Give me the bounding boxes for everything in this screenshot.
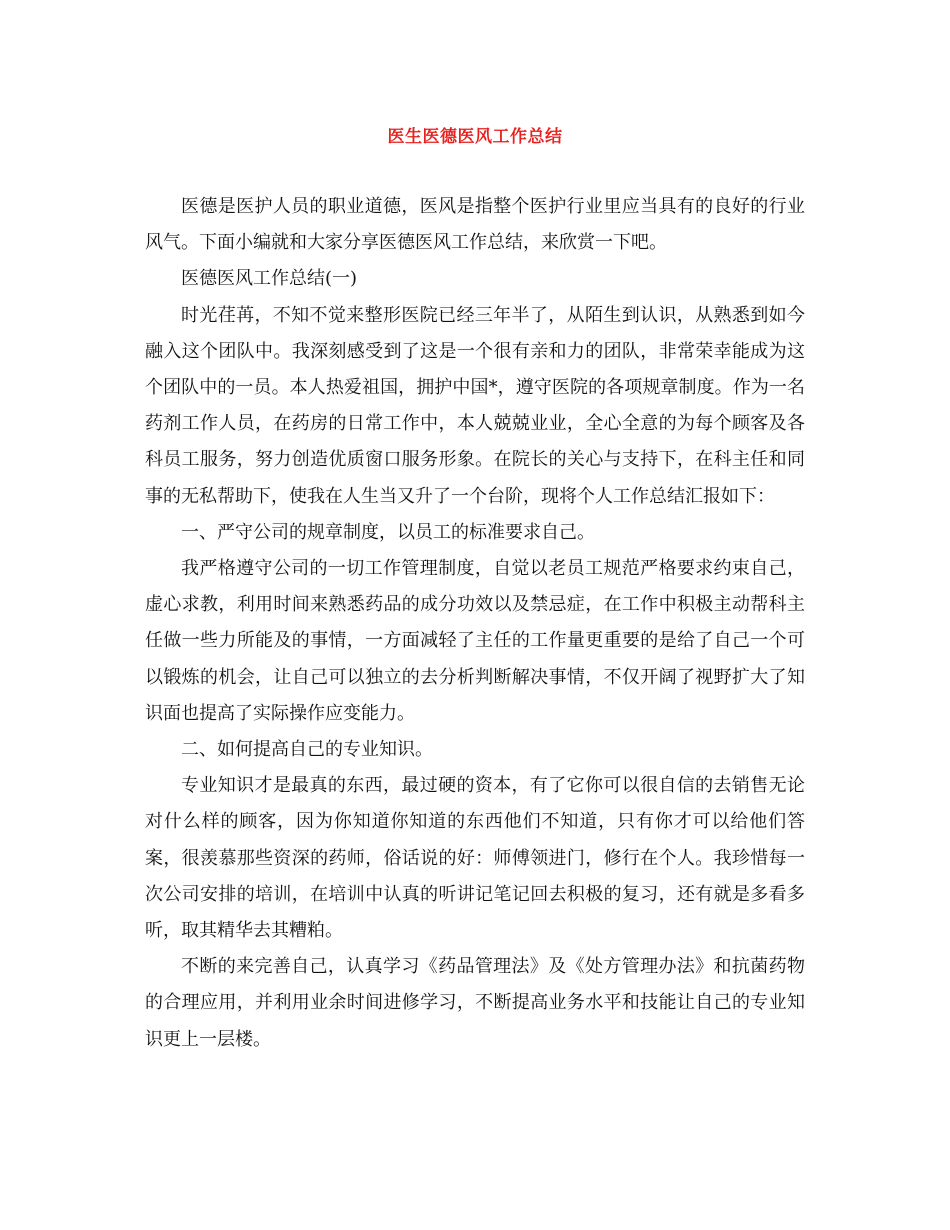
body-paragraph: 我严格遵守公司的一切工作管理制度，自觉以老员工规范严格要求约束自己，虚心求教，利用时间来熟悉药品的成分功效以及禁忌症，在工作中积极主动帮科主任做一些力所能及的事情，一方面减轻了主任的工作量更重要的是给了自己一个可以锻炼的机会，让自己可以独立的去分析判断解决事情，不仅开阔了视野扩大了知识面也提高了实际操作应变能力。: [145, 558, 805, 724]
section-heading-knowledge: 二、如何提高自己的专业知识。: [181, 739, 433, 761]
document-body: [145, 189, 805, 1058]
intro-paragraph: 医德是医护人员的职业道德，医风是指整个医护行业里应当具有的良好的行业风气。下面小编就和大家分享医德医风工作总结，来欣赏一下吧。: [145, 196, 805, 254]
body-paragraph: 专业知识才是最真的东西，最过硬的资本，有了它你可以很自信的去销售无论对什么样的顾客，因为你知道你知道的东西他们不知道，只有你才可以给他们答案，很羡慕那些资深的药师，俗话说的好：师傅领进门，修行在个人。我珍惜每一次公司安排的培训，在培训中认真的听讲记笔记回去积极的复习，还有就是多看多听，取其精华去其糟粕。: [145, 775, 805, 942]
section-heading-summary-one: 医德医风工作总结(一): [181, 268, 358, 290]
document-title: 医生医德医风工作总结: [387, 127, 563, 147]
body-paragraph: 不断的来完善自己，认真学习《药品管理法》及《处方管理办法》和抗菌药物的合理应用，并利用业余时间进修学习，不断提高业务水平和技能让自己的专业知识更上一层楼。: [145, 956, 805, 1050]
section-heading-rules: 一、严守公司的规章制度，以员工的标准要求自己。: [181, 521, 595, 543]
body-paragraph: 时光荏苒，不知不觉来整形医院已经三年半了，从陌生到认识，从熟悉到如今融入这个团队中。我深刻感受到了这是一个很有亲和力的团队，非常荣幸能成为这个团队中的一员。本人热爱祖国，拥护中国*，遵守医院的各项规章制度。作为一名药剂工作人员，在药房的日常工作中，本人兢兢业业，全心全意的为每个顾客及各科员工服务，努力创造优质窗口服务形象。在院长的关心与支持下，在科主任和同事的无私帮助下，使我在人生当又升了一个台阶，现将个人工作总结汇报如下：: [145, 304, 805, 507]
